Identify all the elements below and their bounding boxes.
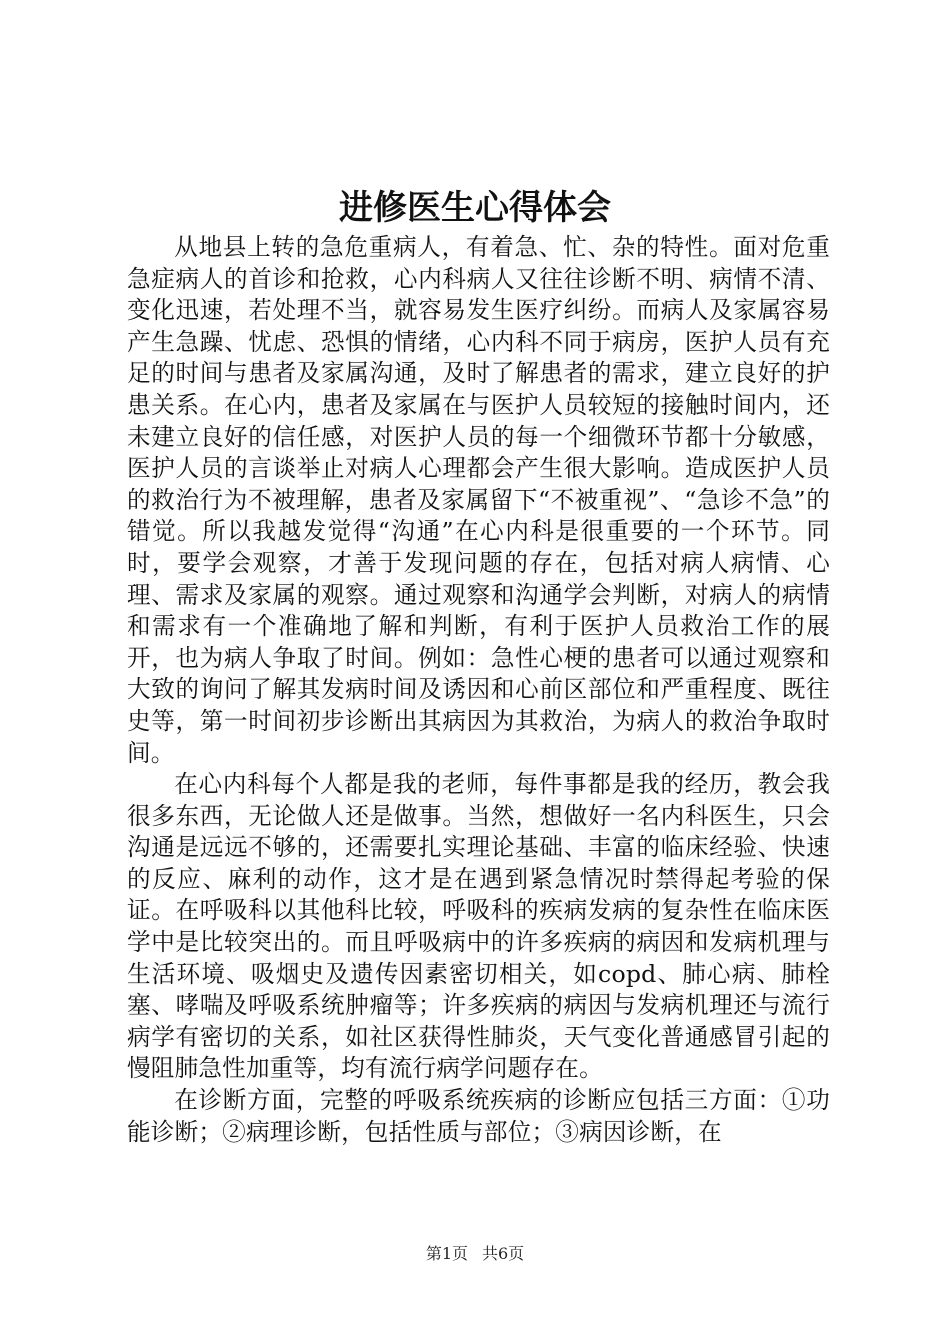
paragraph-1: 从地县上转的急危重病人，有着急、忙、杂的特性。面对危重急症病人的首诊和抢救，心内科病人又往往诊断不明、病情不清、变化迅速，若处理不当，就容易发生医疗纠纷。而病人及家属容易产生急躁、忧虑、恐惧的情绪，心内科不同于病房，医护人员有充足的时间与患者及家属沟通，及时了解患者的需求，建立良好的护患关系。在心内，患者及家属在与医护人员较短的接触时间内，还未建立良好的信任感，对医护人员的每一个细微环节都十分敏感，医护人员的言谈举止对病人心理都会产生很大影响。造成医护人员的救治行为不被理解，患者及家属留下“不被重视”、“急诊不急”的错觉。所以我越发觉得“沟通”在心内科是很重要的一个环节。同时，要学会观察，才善于发现问题的存在，包括对病人病情、心理、需求及家属的观察。通过观察和沟通学会判断，对病人的病情和需求有一个准确地了解和判断，有利于医护人员救治工作的展开，也为病人争取了时间。例如：急性心梗的患者可以通过观察和大致的询问了解其发病时间及诱因和心前区部位和严重程度、既往史等，第一时间初步诊断出其病因为其救治，为病人的救治争取时间。 xyxy=(127,233,830,767)
page-total: 共6页 xyxy=(482,1244,525,1263)
page-footer xyxy=(0,1243,950,1265)
document-title: 进修医生心得体会 xyxy=(339,188,611,228)
page-number: 第1页 xyxy=(425,1244,468,1263)
paragraph-3: 在诊断方面，完整的呼吸系统疾病的诊断应包括三方面：①功能诊断；②病理诊断，包括性质与部位；③病因诊断，在 xyxy=(127,1086,830,1146)
document-body xyxy=(127,232,830,1148)
paragraph-2: 在心内科每个人都是我的老师，每件事都是我的经历，教会我很多东西，无论做人还是做事。当然，想做好一名内科医生，只会沟通是远远不够的，还需要扎实理论基础、丰富的临床经验、快速的反应、麻利的动作，这才是在遇到紧急情况时禁得起考验的保证。在呼吸科以其他科比较，呼吸科的疾病发病的复杂性在临床医学中是比较突出的。而且呼吸病中的许多疾病的病因和发病机理与生活环境、吸烟史及遗传因素密切相关，如copd、肺心病、肺栓塞、哮喘及呼吸系统肿瘤等；许多疾病的病因与发病机理还与流行病学有密切的关系，如社区获得性肺炎，天气变化普通感冒引起的慢阻肺急性加重等，均有流行病学问题存在。 xyxy=(127,770,830,1083)
